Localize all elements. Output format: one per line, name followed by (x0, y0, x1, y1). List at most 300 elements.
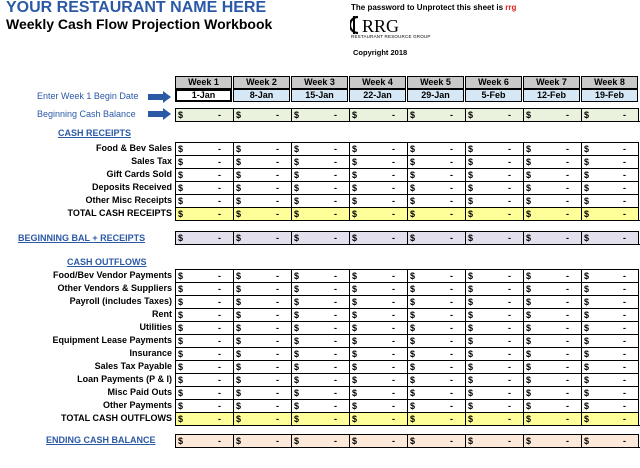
outflow-cell[interactable] (291, 295, 349, 308)
outflow-cell[interactable] (581, 386, 639, 399)
outflow-cell[interactable] (349, 373, 407, 386)
begin-balance-label: Beginning Cash Balance (37, 109, 136, 119)
week-date-text: 1-Jan (191, 90, 216, 100)
week-header: Week 6 (465, 76, 522, 89)
cell-value: - (218, 297, 221, 307)
currency-symbol: $ (526, 157, 532, 167)
currency-symbol: $ (236, 297, 242, 307)
currency-symbol: $ (178, 209, 184, 219)
currency-symbol: $ (294, 414, 300, 424)
outflow-row-label: Food/Bev Vendor Payments (52, 270, 172, 280)
outflow-cell[interactable] (349, 347, 407, 360)
outflow-cell[interactable] (291, 360, 349, 373)
outflow-cell[interactable] (523, 282, 581, 295)
beginning-balance-cell[interactable] (349, 108, 407, 121)
currency-symbol: $ (584, 310, 590, 320)
outflow-cell[interactable] (349, 269, 407, 282)
cell-value: - (218, 362, 221, 372)
receipt-cell[interactable] (233, 168, 291, 181)
outflow-cell[interactable] (407, 295, 465, 308)
cell-value: - (623, 310, 626, 320)
outflow-cell[interactable] (581, 334, 639, 347)
currency-symbol: $ (468, 336, 474, 346)
outflow-cell[interactable] (523, 321, 581, 334)
cell-value: - (566, 110, 569, 120)
receipt-cell[interactable] (407, 155, 465, 168)
currency-symbol: $ (294, 310, 300, 320)
outflow-cell[interactable] (233, 321, 291, 334)
outflow-cell[interactable] (175, 347, 233, 360)
outflow-cell[interactable] (581, 269, 639, 282)
beginning-balance-cell[interactable] (523, 108, 581, 121)
section-ending-cash-balance: ENDING CASH BALANCE (46, 435, 156, 445)
receipt-cell[interactable] (581, 194, 639, 207)
outflow-cell[interactable] (175, 282, 233, 295)
receipt-cell[interactable] (175, 194, 233, 207)
outflow-cell[interactable] (523, 308, 581, 321)
outflow-cell[interactable] (465, 399, 523, 412)
receipt-cell[interactable] (233, 194, 291, 207)
outflow-cell[interactable] (233, 360, 291, 373)
outflow-cell[interactable] (581, 360, 639, 373)
outflow-cell[interactable] (233, 386, 291, 399)
outflow-cell[interactable] (407, 360, 465, 373)
currency-symbol: $ (468, 414, 474, 424)
cell-value: - (566, 414, 569, 424)
week-header: Week 4 (349, 76, 406, 89)
cell-value: - (218, 323, 221, 333)
outflow-cell[interactable] (175, 399, 233, 412)
beginning-balance-cell[interactable] (407, 108, 465, 121)
ending-balance-cell (523, 434, 581, 447)
cell-value: - (450, 401, 453, 411)
receipt-cell[interactable] (349, 142, 407, 155)
receipt-cell[interactable] (523, 168, 581, 181)
currency-symbol: $ (526, 284, 532, 294)
receipt-cell[interactable] (465, 194, 523, 207)
currency-symbol: $ (236, 271, 242, 281)
receipt-cell[interactable] (291, 142, 349, 155)
beginning-balance-cell[interactable] (175, 108, 233, 121)
outflow-cell[interactable] (407, 321, 465, 334)
cell-value: - (508, 414, 511, 424)
currency-symbol: $ (236, 436, 242, 446)
cell-value: - (334, 414, 337, 424)
cell-value: - (392, 401, 395, 411)
outflow-cell[interactable] (523, 399, 581, 412)
outflow-cell[interactable] (233, 269, 291, 282)
cell-value: - (276, 336, 279, 346)
cell-value: - (623, 196, 626, 206)
outflow-cell[interactable] (465, 360, 523, 373)
outflow-cell[interactable] (349, 308, 407, 321)
currency-symbol: $ (236, 336, 242, 346)
receipt-cell[interactable] (349, 155, 407, 168)
outflow-cell[interactable] (465, 308, 523, 321)
currency-symbol: $ (584, 375, 590, 385)
outflow-cell[interactable] (233, 282, 291, 295)
receipt-cell[interactable] (291, 168, 349, 181)
cell-value: - (508, 157, 511, 167)
receipt-cell[interactable] (233, 181, 291, 194)
receipt-cell[interactable] (291, 155, 349, 168)
cell-value: - (566, 170, 569, 180)
receipt-cell[interactable] (175, 142, 233, 155)
outflow-cell[interactable] (523, 360, 581, 373)
total-cash-outflows-label: TOTAL CASH OUTFLOWS (61, 413, 172, 423)
currency-symbol: $ (410, 233, 416, 243)
outflow-cell[interactable] (291, 269, 349, 282)
cell-value: - (623, 110, 626, 120)
week-header: Week 8 (581, 76, 638, 89)
cell-value: - (276, 401, 279, 411)
currency-symbol: $ (236, 323, 242, 333)
outflow-cell[interactable] (407, 399, 465, 412)
currency-symbol: $ (236, 144, 242, 154)
currency-symbol: $ (410, 362, 416, 372)
cell-value: - (450, 436, 453, 446)
currency-symbol: $ (236, 170, 242, 180)
cell-value: - (566, 233, 569, 243)
outflow-cell[interactable] (581, 308, 639, 321)
cell-value: - (508, 284, 511, 294)
outflow-row-label: Insurance (129, 348, 172, 358)
cell-value: - (623, 157, 626, 167)
beginning-plus-receipts-cell (175, 231, 233, 244)
receipt-cell[interactable] (291, 181, 349, 194)
currency-symbol: $ (294, 336, 300, 346)
outflow-cell[interactable] (523, 386, 581, 399)
currency-symbol: $ (526, 310, 532, 320)
currency-symbol: $ (352, 110, 358, 120)
outflow-cell[interactable] (233, 373, 291, 386)
currency-symbol: $ (584, 297, 590, 307)
outflow-cell[interactable] (581, 282, 639, 295)
cell-value: - (508, 209, 511, 219)
receipt-cell[interactable] (175, 155, 233, 168)
receipt-cell[interactable] (349, 168, 407, 181)
outflow-cell[interactable] (175, 308, 233, 321)
currency-symbol: $ (178, 388, 184, 398)
beginning-plus-receipts-cell (291, 231, 349, 244)
cell-value: - (276, 362, 279, 372)
cell-value: - (623, 271, 626, 281)
cell-value: - (392, 336, 395, 346)
outflow-cell[interactable] (349, 360, 407, 373)
outflow-cell[interactable] (291, 373, 349, 386)
outflow-cell[interactable] (175, 386, 233, 399)
receipt-cell[interactable] (175, 181, 233, 194)
week-header: Week 2 (233, 76, 290, 89)
outflow-cell[interactable] (175, 360, 233, 373)
cell-value: - (218, 144, 221, 154)
receipt-row-label: Sales Tax (131, 156, 172, 166)
receipt-cell[interactable] (465, 168, 523, 181)
receipt-cell[interactable] (465, 155, 523, 168)
receipt-cell[interactable] (349, 181, 407, 194)
cell-value: - (218, 349, 221, 359)
cell-value: - (276, 170, 279, 180)
currency-symbol: $ (352, 436, 358, 446)
currency-symbol: $ (410, 336, 416, 346)
outflow-cell[interactable] (465, 386, 523, 399)
cell-value: - (450, 196, 453, 206)
beginning-balance-cell[interactable] (465, 108, 523, 121)
outflow-cell[interactable] (407, 269, 465, 282)
cell-value: - (566, 436, 569, 446)
currency-symbol: $ (526, 183, 532, 193)
cell-value: - (392, 349, 395, 359)
outflow-cell[interactable] (291, 282, 349, 295)
outflow-cell[interactable] (407, 334, 465, 347)
receipt-cell[interactable] (523, 142, 581, 155)
copyright: Copyright 2018 (353, 48, 408, 57)
currency-symbol: $ (236, 233, 242, 243)
currency-symbol: $ (352, 414, 358, 424)
currency-symbol: $ (584, 196, 590, 206)
cell-value: - (392, 388, 395, 398)
arrow-right-icon (148, 91, 172, 103)
outflow-cell[interactable] (581, 321, 639, 334)
outflow-cell[interactable] (349, 386, 407, 399)
outflow-cell[interactable] (465, 334, 523, 347)
cell-value: - (392, 271, 395, 281)
receipt-cell[interactable] (523, 155, 581, 168)
outflow-cell[interactable] (233, 334, 291, 347)
currency-symbol: $ (410, 209, 416, 219)
outflow-cell[interactable] (465, 269, 523, 282)
begin-date-label: Enter Week 1 Begin Date (37, 91, 139, 101)
outflow-cell[interactable] (407, 373, 465, 386)
outflow-cell[interactable] (349, 334, 407, 347)
cell-value: - (276, 310, 279, 320)
receipt-cell[interactable] (581, 168, 639, 181)
currency-symbol: $ (352, 323, 358, 333)
cell-value: - (450, 349, 453, 359)
currency-symbol: $ (584, 209, 590, 219)
outflow-cell[interactable] (581, 373, 639, 386)
cell-value: - (334, 436, 337, 446)
cell-value: - (334, 375, 337, 385)
outflow-cell[interactable] (233, 308, 291, 321)
outflow-cell[interactable] (291, 334, 349, 347)
currency-symbol: $ (410, 284, 416, 294)
outflow-cell[interactable] (349, 321, 407, 334)
outflow-cell[interactable] (349, 399, 407, 412)
outflow-cell[interactable] (523, 347, 581, 360)
cell-value: - (623, 436, 626, 446)
receipt-cell[interactable] (523, 181, 581, 194)
cell-value: - (450, 284, 453, 294)
cell-value: - (566, 310, 569, 320)
outflow-cell[interactable] (407, 386, 465, 399)
cell-value: - (334, 323, 337, 333)
currency-symbol: $ (178, 362, 184, 372)
outflow-cell[interactable] (465, 321, 523, 334)
currency-symbol: $ (294, 323, 300, 333)
currency-symbol: $ (236, 388, 242, 398)
beginning-plus-receipts-cell (523, 231, 581, 244)
ending-balance-cell (407, 434, 465, 447)
restaurant-name: YOUR RESTAURANT NAME HERE (6, 0, 267, 16)
outflow-cell[interactable] (175, 334, 233, 347)
outflow-cell[interactable] (175, 321, 233, 334)
outflow-cell[interactable] (523, 295, 581, 308)
currency-symbol: $ (584, 388, 590, 398)
cell-value: - (566, 144, 569, 154)
outflow-cell[interactable] (233, 399, 291, 412)
cell-value: - (450, 414, 453, 424)
week-date: 22-Jan (349, 89, 406, 102)
cell-value: - (623, 209, 626, 219)
outflow-cell[interactable] (407, 347, 465, 360)
currency-symbol: $ (410, 388, 416, 398)
cell-value: - (276, 144, 279, 154)
beginning-balance-cell[interactable] (581, 108, 639, 121)
outflow-cell[interactable] (465, 282, 523, 295)
currency-symbol: $ (236, 375, 242, 385)
total-receipts-cell (349, 207, 407, 220)
outflow-cell[interactable] (465, 373, 523, 386)
week-date: 29-Jan (407, 89, 464, 102)
currency-symbol: $ (294, 297, 300, 307)
outflow-cell[interactable] (233, 347, 291, 360)
currency-symbol: $ (236, 157, 242, 167)
outflow-cell[interactable] (523, 373, 581, 386)
receipt-cell[interactable] (581, 155, 639, 168)
cell-value: - (334, 209, 337, 219)
cell-value: - (566, 284, 569, 294)
currency-symbol: $ (294, 375, 300, 385)
currency-symbol: $ (526, 196, 532, 206)
outflow-cell[interactable] (349, 282, 407, 295)
cell-value: - (334, 401, 337, 411)
cell-value: - (450, 157, 453, 167)
beginning-plus-receipts-cell (581, 231, 639, 244)
cell-value: - (508, 336, 511, 346)
receipt-cell[interactable] (407, 194, 465, 207)
receipt-cell[interactable] (407, 168, 465, 181)
currency-symbol: $ (468, 362, 474, 372)
currency-symbol: $ (584, 284, 590, 294)
outflow-cell[interactable] (581, 347, 639, 360)
receipt-cell[interactable] (465, 142, 523, 155)
total-outflows-cell (581, 412, 639, 425)
cell-value: - (392, 323, 395, 333)
cell-value: - (566, 362, 569, 372)
currency-symbol: $ (236, 196, 242, 206)
beginning-plus-receipts-cell (233, 231, 291, 244)
cell-value: - (623, 336, 626, 346)
receipt-cell[interactable] (581, 142, 639, 155)
cell-value: - (566, 209, 569, 219)
cell-value: - (334, 144, 337, 154)
beginning-balance-cell[interactable] (291, 108, 349, 121)
outflow-cell[interactable] (407, 308, 465, 321)
currency-symbol: $ (468, 209, 474, 219)
currency-symbol: $ (352, 170, 358, 180)
currency-symbol: $ (468, 110, 474, 120)
currency-symbol: $ (526, 170, 532, 180)
total-receipts-cell (581, 207, 639, 220)
cell-value: - (218, 157, 221, 167)
receipt-cell[interactable] (407, 181, 465, 194)
outflow-cell[interactable] (465, 295, 523, 308)
currency-symbol: $ (236, 349, 242, 359)
currency-symbol: $ (526, 375, 532, 385)
cell-value: - (623, 362, 626, 372)
currency-symbol: $ (410, 310, 416, 320)
receipt-cell[interactable] (233, 155, 291, 168)
receipt-row-label: Food & Bev Sales (95, 143, 172, 153)
outflow-row-label: Other Payments (102, 400, 172, 410)
outflow-cell[interactable] (581, 295, 639, 308)
cell-value: - (508, 323, 511, 333)
cell-value: - (392, 310, 395, 320)
grid-line (175, 244, 640, 245)
outflow-cell[interactable] (175, 295, 233, 308)
cell-value: - (218, 196, 221, 206)
currency-symbol: $ (584, 170, 590, 180)
cell-value: - (334, 388, 337, 398)
cell-value: - (392, 284, 395, 294)
week1-begin-date-input[interactable] (175, 89, 232, 102)
receipt-cell[interactable] (349, 194, 407, 207)
outflow-cell[interactable] (465, 347, 523, 360)
receipt-cell[interactable] (175, 168, 233, 181)
receipt-cell[interactable] (523, 194, 581, 207)
outflow-cell[interactable] (291, 399, 349, 412)
outflow-cell[interactable] (349, 295, 407, 308)
total-outflows-cell (175, 412, 233, 425)
outflow-cell[interactable] (291, 386, 349, 399)
outflow-cell[interactable] (291, 308, 349, 321)
beginning-balance-cell[interactable] (233, 108, 291, 121)
beginning-plus-receipts-cell (349, 231, 407, 244)
outflow-cell[interactable] (523, 269, 581, 282)
receipt-cell[interactable] (465, 181, 523, 194)
logo-text: RRG (362, 16, 400, 36)
cell-value: - (392, 157, 395, 167)
cell-value: - (566, 323, 569, 333)
ending-balance-cell (349, 434, 407, 447)
outflow-cell[interactable] (175, 269, 233, 282)
currency-symbol: $ (410, 323, 416, 333)
outflow-cell[interactable] (175, 373, 233, 386)
receipt-cell[interactable] (407, 142, 465, 155)
outflow-cell[interactable] (581, 399, 639, 412)
outflow-cell[interactable] (291, 321, 349, 334)
outflow-row-label: Sales Tax Payable (94, 361, 172, 371)
cell-value: - (276, 436, 279, 446)
section-cash-receipts: CASH RECEIPTS (58, 128, 132, 138)
cell-value: - (508, 388, 511, 398)
cell-value: - (450, 336, 453, 346)
currency-symbol: $ (584, 183, 590, 193)
receipt-cell[interactable] (581, 181, 639, 194)
currency-symbol: $ (526, 323, 532, 333)
cell-value: - (334, 284, 337, 294)
receipt-cell[interactable] (291, 194, 349, 207)
outflow-cell[interactable] (291, 347, 349, 360)
receipt-cell[interactable] (233, 142, 291, 155)
currency-symbol: $ (468, 284, 474, 294)
outflow-cell[interactable] (407, 282, 465, 295)
outflow-cell[interactable] (523, 334, 581, 347)
outflow-cell[interactable] (233, 295, 291, 308)
outflow-row-label: Payroll (includes Taxes) (69, 296, 172, 306)
outflow-row-label: Loan Payments (P & I) (77, 374, 172, 384)
